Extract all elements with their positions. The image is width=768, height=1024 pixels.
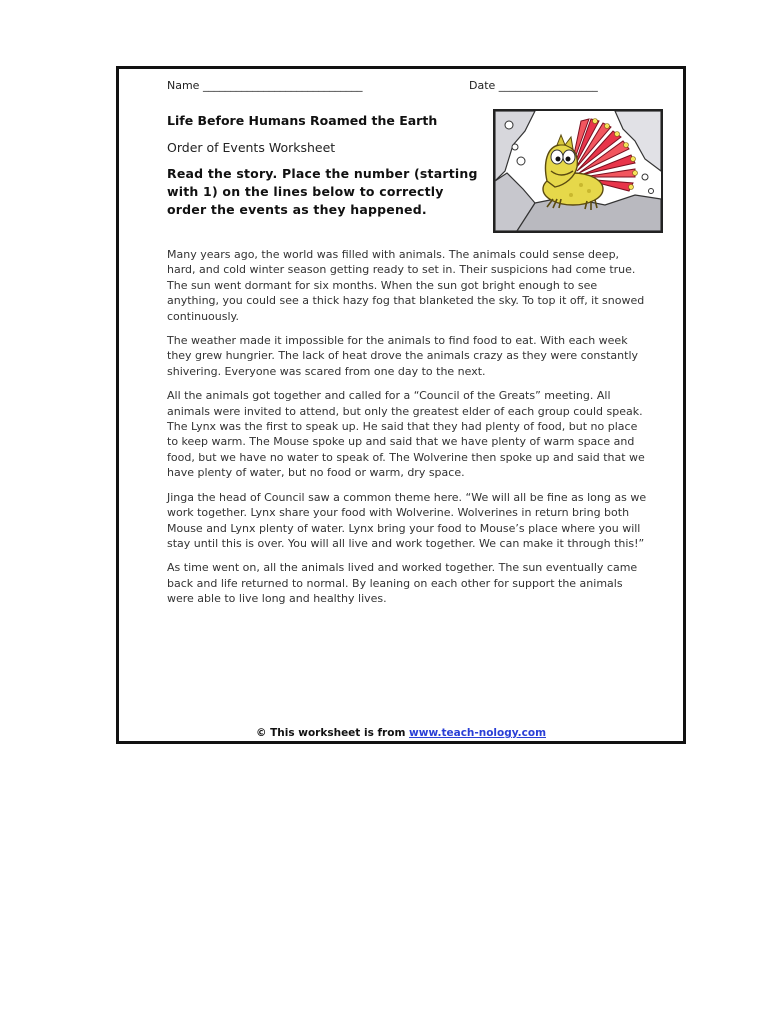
name-field-label: Name _____________________________ [167, 79, 363, 92]
worksheet-title: Life Before Humans Roamed the Earth [167, 113, 438, 128]
story-paragraph-4: Jinga the head of Council saw a common theme here. “We will all be fine as long as we work together. Lynx share your food with Wolverine. Wolverines in return bring both Mouse and Lynx plenty of water. Lynx bring your food to Mouse’s place where you will stay until this is over. You will all live and work together. We can make it through this!” [167, 490, 647, 550]
footer-copyright-text: © This worksheet is from [255, 727, 410, 739]
worksheet-subtitle: Order of Events Worksheet [167, 140, 336, 155]
dinosaur-cartoon-icon [493, 109, 663, 233]
footer-credit [119, 727, 683, 739]
story-paragraph-3: All the animals got together and called for a “Council of the Greats” meeting. All animals were invited to attend, but only the greatest elder of each group could speak. The Lynx was the first to speak up. He said that they had plenty of food, but no place to keep warm. The Mouse spoke up and said that we have plenty of warm space and food, but we have no water to speak of. The Wolverine then spoke up and said that we have plenty of water, but no food or warm, dry space. [167, 389, 645, 480]
dinosaur-illustration-svg [495, 111, 661, 231]
teach-nology-link[interactable]: www.teach-nology.com [409, 727, 547, 739]
story-paragraph-5: As time went on, all the animals lived and worked together. The sun eventually came back and life returned to normal. By leaning on each other for support the animals were able to live long and healthy lives. [167, 561, 638, 606]
worksheet-page [116, 66, 686, 744]
date-field-label: Date __________________ [469, 79, 598, 92]
story-text [167, 247, 647, 616]
story-paragraph-2: The weather made it impossible for the animals to find food to eat. With each week they grew hungrier. The lack of heat drove the animals crazy as they were constantly shivering. Everyone was scared from one day to the next. [167, 334, 639, 378]
story-paragraph-1: Many years ago, the world was filled with animals. The animals could sense deep, hard, and cold winter season getting ready to set in. Their suspicions had come true. The sun went dormant for six months. When the sun got bright enough to see anything, you could see a thick hazy fog that blanketed the sky. To top it off, it snowed continuously. [167, 248, 645, 323]
instructions-text: Read the story. Place the number (starting with 1) on the lines below to correctly order the events as they happened. [167, 166, 478, 217]
